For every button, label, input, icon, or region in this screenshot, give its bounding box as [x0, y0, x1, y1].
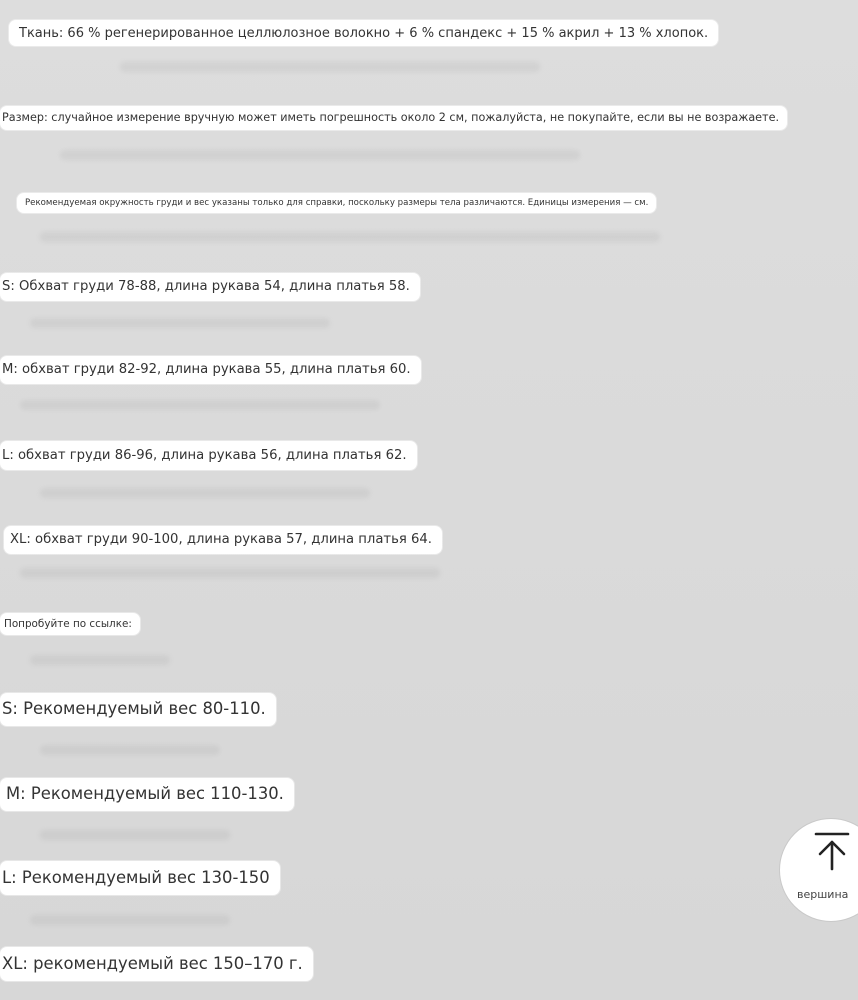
background-ghost-text [20, 400, 380, 410]
background-ghost-text [40, 232, 660, 242]
weight-m-recommendation: M: Рекомендуемый вес 110-130. [0, 778, 294, 811]
background-ghost-text [40, 745, 220, 755]
background-ghost-text [30, 655, 170, 665]
background-ghost-text [120, 62, 540, 72]
background-ghost-text [30, 318, 330, 328]
back-to-top-label: вершина [797, 888, 849, 901]
background-ghost-text [40, 488, 370, 498]
try-link-label: Попробуйте по ссылке: [0, 613, 140, 635]
arrow-up-to-top-icon [814, 831, 850, 871]
size-l-measurements: L: обхват груди 86-96, длина рукава 56, длина платья 62. [0, 441, 417, 470]
recommendation-note: Рекомендуемая окружность груди и вес указаны только для справки, поскольку размеры тела различаются. Единицы измерения — см. [17, 193, 656, 213]
size-measurement-note: Размер: случайное измерение вручную может иметь погрешность около 2 см, пожалуйста, не покупайте, если вы не возражаете. [0, 106, 787, 130]
background-ghost-text [40, 830, 230, 840]
size-xl-measurements: XL: обхват груди 90-100, длина рукава 57, длина платья 64. [4, 526, 442, 554]
fabric-composition-label: Ткань: 66 % регенерированное целлюлозное волокно + 6 % спандекс + 15 % акрил + 13 % хлопок. [9, 20, 718, 46]
background-ghost-text [60, 150, 580, 160]
background-ghost-text [30, 915, 230, 925]
background-ghost-text [20, 568, 440, 578]
weight-s-recommendation: S: Рекомендуемый вес 80-110. [0, 693, 276, 726]
weight-l-recommendation: L: Рекомендуемый вес 130-150 [0, 861, 280, 895]
size-s-measurements: S: Обхват груди 78-88, длина рукава 54, длина платья 58. [0, 273, 420, 301]
back-to-top-button[interactable] [779, 818, 858, 922]
weight-xl-recommendation: XL: рекомендуемый вес 150–170 г. [0, 947, 313, 981]
size-m-measurements: M: обхват груди 82-92, длина рукава 55, длина платья 60. [0, 356, 421, 384]
